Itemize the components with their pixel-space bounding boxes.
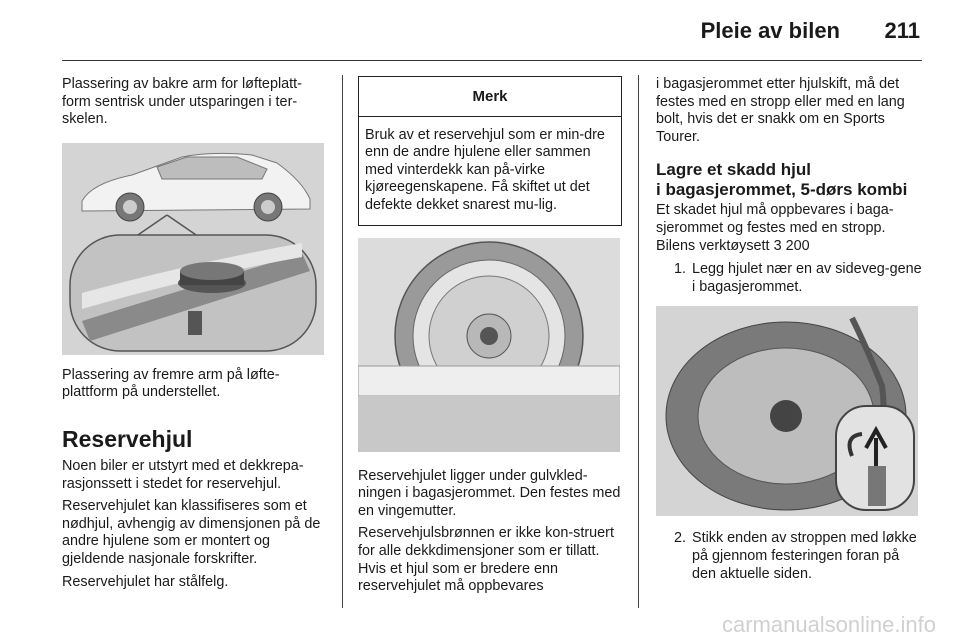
paragraph-classification: Reservehjulet kan klassifiseres som et nødhjul, avhengig av dimensjonen på de andre hjulene som er montert og gjeldende nasjonale forskrifter.	[62, 498, 321, 567]
column-divider-1	[342, 75, 343, 608]
heading-line-1: Lagre et skadd hjul	[656, 160, 811, 180]
note-box	[358, 76, 622, 226]
middle-column	[358, 76, 622, 596]
right-column	[656, 76, 922, 583]
column-divider-2	[638, 75, 639, 608]
header-rule	[62, 60, 922, 61]
strap-svg	[656, 306, 918, 516]
note-title: Merk	[359, 77, 621, 117]
paragraph-store-damaged: Et skadet hjul må oppbevares i baga-sjerommet og festes med en stropp.	[656, 202, 894, 236]
step-1-number: 1.	[673, 261, 686, 278]
section-heading-spare-wheel: Reservehjul	[62, 425, 193, 452]
strap-illustration	[656, 306, 918, 516]
heading-line-2: i bagasjerommet, 5-dørs kombi	[656, 180, 908, 200]
step-2-text: Stikk enden av stroppen med løkke på gjennom festeringen foran på den aktuelle siden.	[692, 530, 917, 582]
paragraph-rear-arm: Plassering av bakre arm for løfteplatt-form sentrisk under utsparingen i ter-skelen.	[62, 76, 302, 128]
tool-kit-label: Bilens verktøysett	[656, 237, 770, 254]
paragraph-steel-rim: Reservehjulet har stålfelg.	[62, 573, 229, 590]
paragraph-repair-kit: Noen biler er utstyrt med et dekkrepa-rasjonssett i stedet for reservehjul.	[62, 457, 304, 492]
spare-wheel-svg	[358, 238, 620, 452]
paragraph-well-size: Reservehjulsbrønnen er ikke kon-struert for alle dekkdimensjoner som er tillatt. Hvis et hjul som er bredere enn reservehjulet må oppbevares	[358, 525, 614, 595]
spare-wheel-illustration	[358, 238, 620, 452]
step-2-number: 2.	[673, 530, 686, 547]
page-header-title: Pleie av bilen	[700, 18, 840, 43]
left-column	[62, 76, 326, 591]
paragraph-secure-strap: i bagasjerommet etter hjulskift, må det festes med en stropp eller med en lang bolt, hvis det er snakk om en Sports Tourer.	[656, 76, 905, 145]
step-1	[656, 261, 922, 296]
page-reference: 3 200	[773, 237, 810, 254]
page-number: 211	[884, 18, 920, 43]
section-heading-damaged-wheel	[656, 160, 922, 200]
paragraph-front-arm: Plassering av fremre arm på løfte-plattform på understellet.	[62, 366, 280, 401]
footer-watermark: carmanualsonline.info	[721, 612, 936, 637]
paragraph-tool-kit	[656, 238, 922, 256]
car-lift-svg	[62, 143, 324, 355]
step-1-text: Legg hjulet nær en av sideveg-gene i bagasjerommet.	[692, 261, 922, 295]
note-body: Bruk av et reservehjul som er min-dre enn de andre hjulene eller sammen med vinterdekk kan på-virke kjøreegenskapene. Få skiftet ut det defekte dekket snarest mu-lig.	[365, 126, 605, 213]
paragraph-under-floor: Reservehjulet ligger under gulvkled-ningen i bagasjerommet. Den festes med en vingemutter.	[358, 467, 621, 519]
step-2	[656, 530, 922, 583]
lift-point-illustration	[62, 143, 324, 355]
